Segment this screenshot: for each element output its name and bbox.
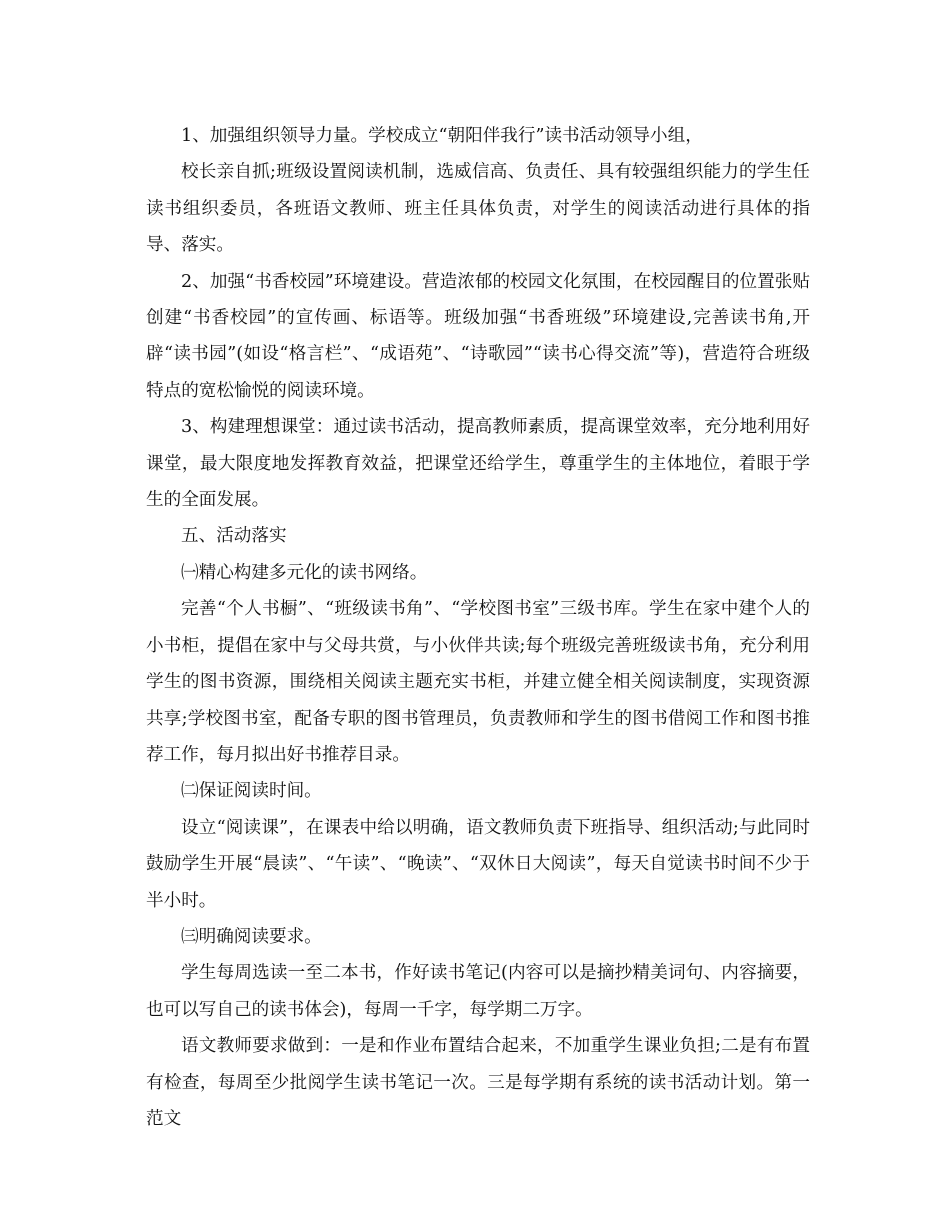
subheading-requirements: ㈢明确阅读要求。 — [181, 926, 322, 947]
paragraph-environment: 2、加强“书香校园”环境建设。营造浓郁的校园文化氛围，在校园醒目的位置张贴创建“书香校园”的宣传画、标语等。班级加强“书香班级”环境建设,完善读书角,开辟“读书园”(如设“格言栏”、“成语苑”、“诗歌园”“读书心得交流”等)，营造符合班级特点的宽松愉悦的阅读环境。 — [146, 271, 810, 401]
paragraph-leadership-2: 校长亲自抓;班级设置阅读机制，选威信高、负责任、具有较强组织能力的学生任读书组织委员，各班语文教师、班主任具体负责，对学生的阅读活动进行具体的指导、落实。 — [146, 162, 810, 256]
paragraph-teacher-requirements: 语文教师要求做到：一是和作业布置结合起来，不加重学生课业负担;二是有布置有检查，每周至少批阅学生读书笔记一次。三是每学期有系统的读书活动计划。第一范文 — [146, 1036, 810, 1129]
paragraph-network: 完善“个人书橱”、“班级读书角”、“学校图书室”三级书库。学生在家中建个人的小书柜，提倡在家中与父母共赏，与小伙伴共读;每个班级完善班级读书角，充分利用学生的图书资源，围绕相关阅读主题充实书柜，并建立健全相关阅读制度，实现资源共享;学校图书室，配备专职的图书管理员，负责教师和学生的图书借阅工作和图书推荐工作，每月拟出好书推荐目录。 — [146, 599, 810, 765]
paragraph-leadership-1: 1、加强组织领导力量。学校成立“朝阳伴我行”读书活动领导小组， — [181, 126, 703, 146]
paragraph-time: 设立“阅读课”，在课表中给以明确，语文教师负责下班指导、组织活动;与此同时鼓励学生开展“晨读”、“午读”、“晚读”、“双休日大阅读”，每天自觉读书时间不少于半小时。 — [146, 817, 810, 911]
paragraph-student-requirements: 学生每周选读一至二本书，作好读书笔记(内容可以是摘抄精美词句、内容摘要，也可以写自己的读书体会)，每周一千字，每学期二万字。 — [146, 963, 810, 1020]
subheading-network: ㈠精心构建多元化的读书网络。 — [181, 562, 428, 583]
section-heading: 五、活动落实 — [181, 526, 287, 547]
paragraph-classroom: 3、构建理想课堂：通过读书活动，提高教师素质，提高课堂效率，充分地利用好课堂，最大限度地发挥教育效益，把课堂还给学生，尊重学生的主体地位，着眼于学生的全面发展。 — [146, 417, 810, 511]
document-body — [146, 118, 810, 1137]
subheading-time: ㈡保证阅读时间。 — [181, 781, 322, 802]
